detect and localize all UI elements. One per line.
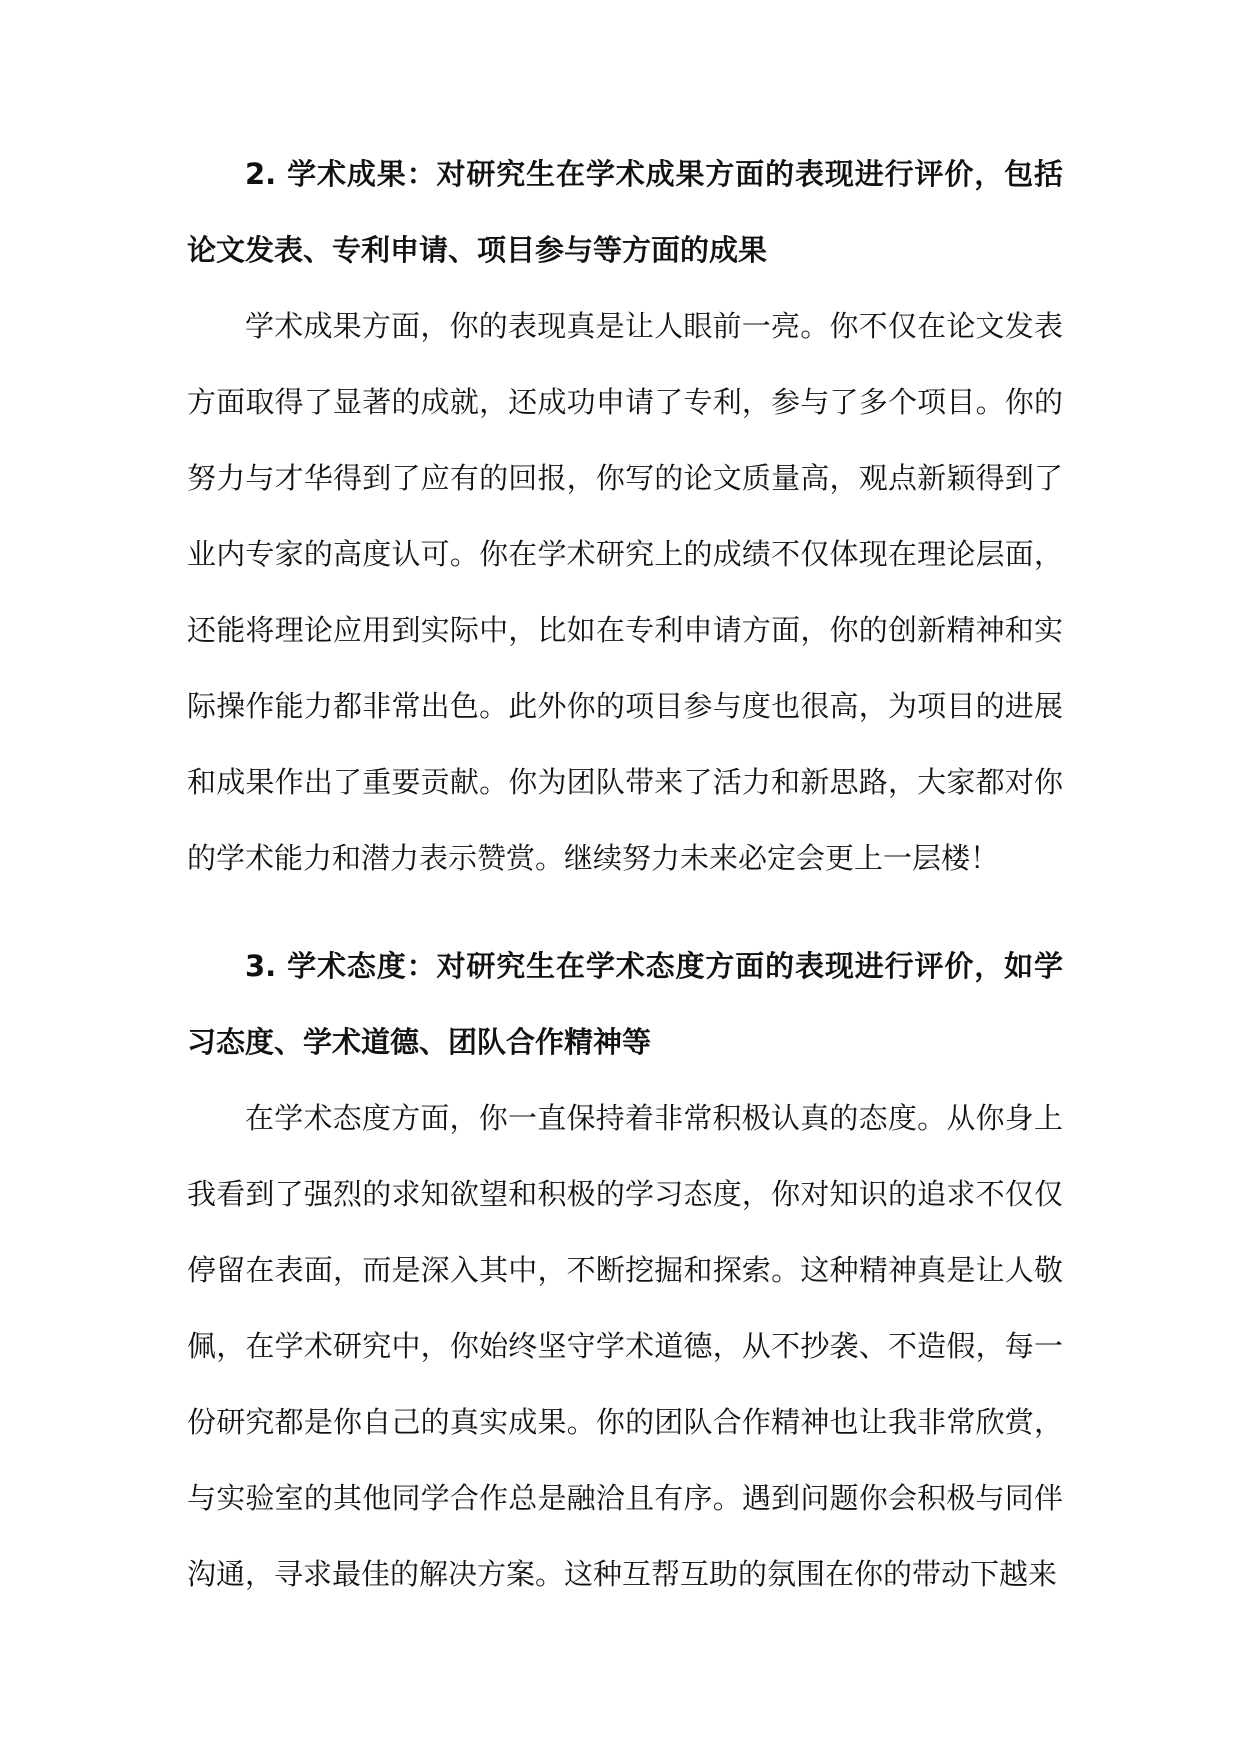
section-body-academic-achievements: 学术成果方面，你的表现真是让人眼前一亮。你不仅在论文发表方面取得了显著的成就，还成功申请了专利，参与了多个项目。你的努力与才华得到了应有的回报，你写的论文质量高，观点新颖得到了业内专家的高度认可。你在学术研究上的成绩不仅体现在理论层面，还能将理论应用到实际中，比如在专利申请方面，你的创新精神和实际操作能力都非常出色。此外你的项目参与度也很高，为项目的进展和成果作出了重要贡献。你为团队带来了活力和新思路，大家都对你的学术能力和潜力表示赞赏。继续努力未来必定会更上一层楼！: [187, 309, 1063, 875]
section-body-academic-attitude: 在学术态度方面，你一直保持着非常积极认真的态度。从你身上我看到了强烈的求知欲望和积极的学习态度，你对知识的追求不仅仅停留在表面，而是深入其中，不断挖掘和探索。这种精神真是让人敬佩，在学术研究中，你始终坚守学术道德，从不抄袭、不造假，每一份研究都是你自己的真实成果。你的团队合作精神也让我非常欣赏，与实验室的其他同学合作总是融洽且有序。遇到问题你会积极与同伴沟通，寻求最佳的解决方案。这种互帮互助的氛围在你的带动下越来: [187, 1101, 1063, 1591]
section-heading-academic-achievements: 2. 学术成果：对研究生在学术成果方面的表现进行评价，包括论文发表、专利申请、项目参与等方面的成果: [187, 157, 1063, 267]
section-heading-academic-attitude: 3. 学术态度：对研究生在学术态度方面的表现进行评价，如学习态度、学术道德、团队合作精神等: [187, 949, 1063, 1059]
